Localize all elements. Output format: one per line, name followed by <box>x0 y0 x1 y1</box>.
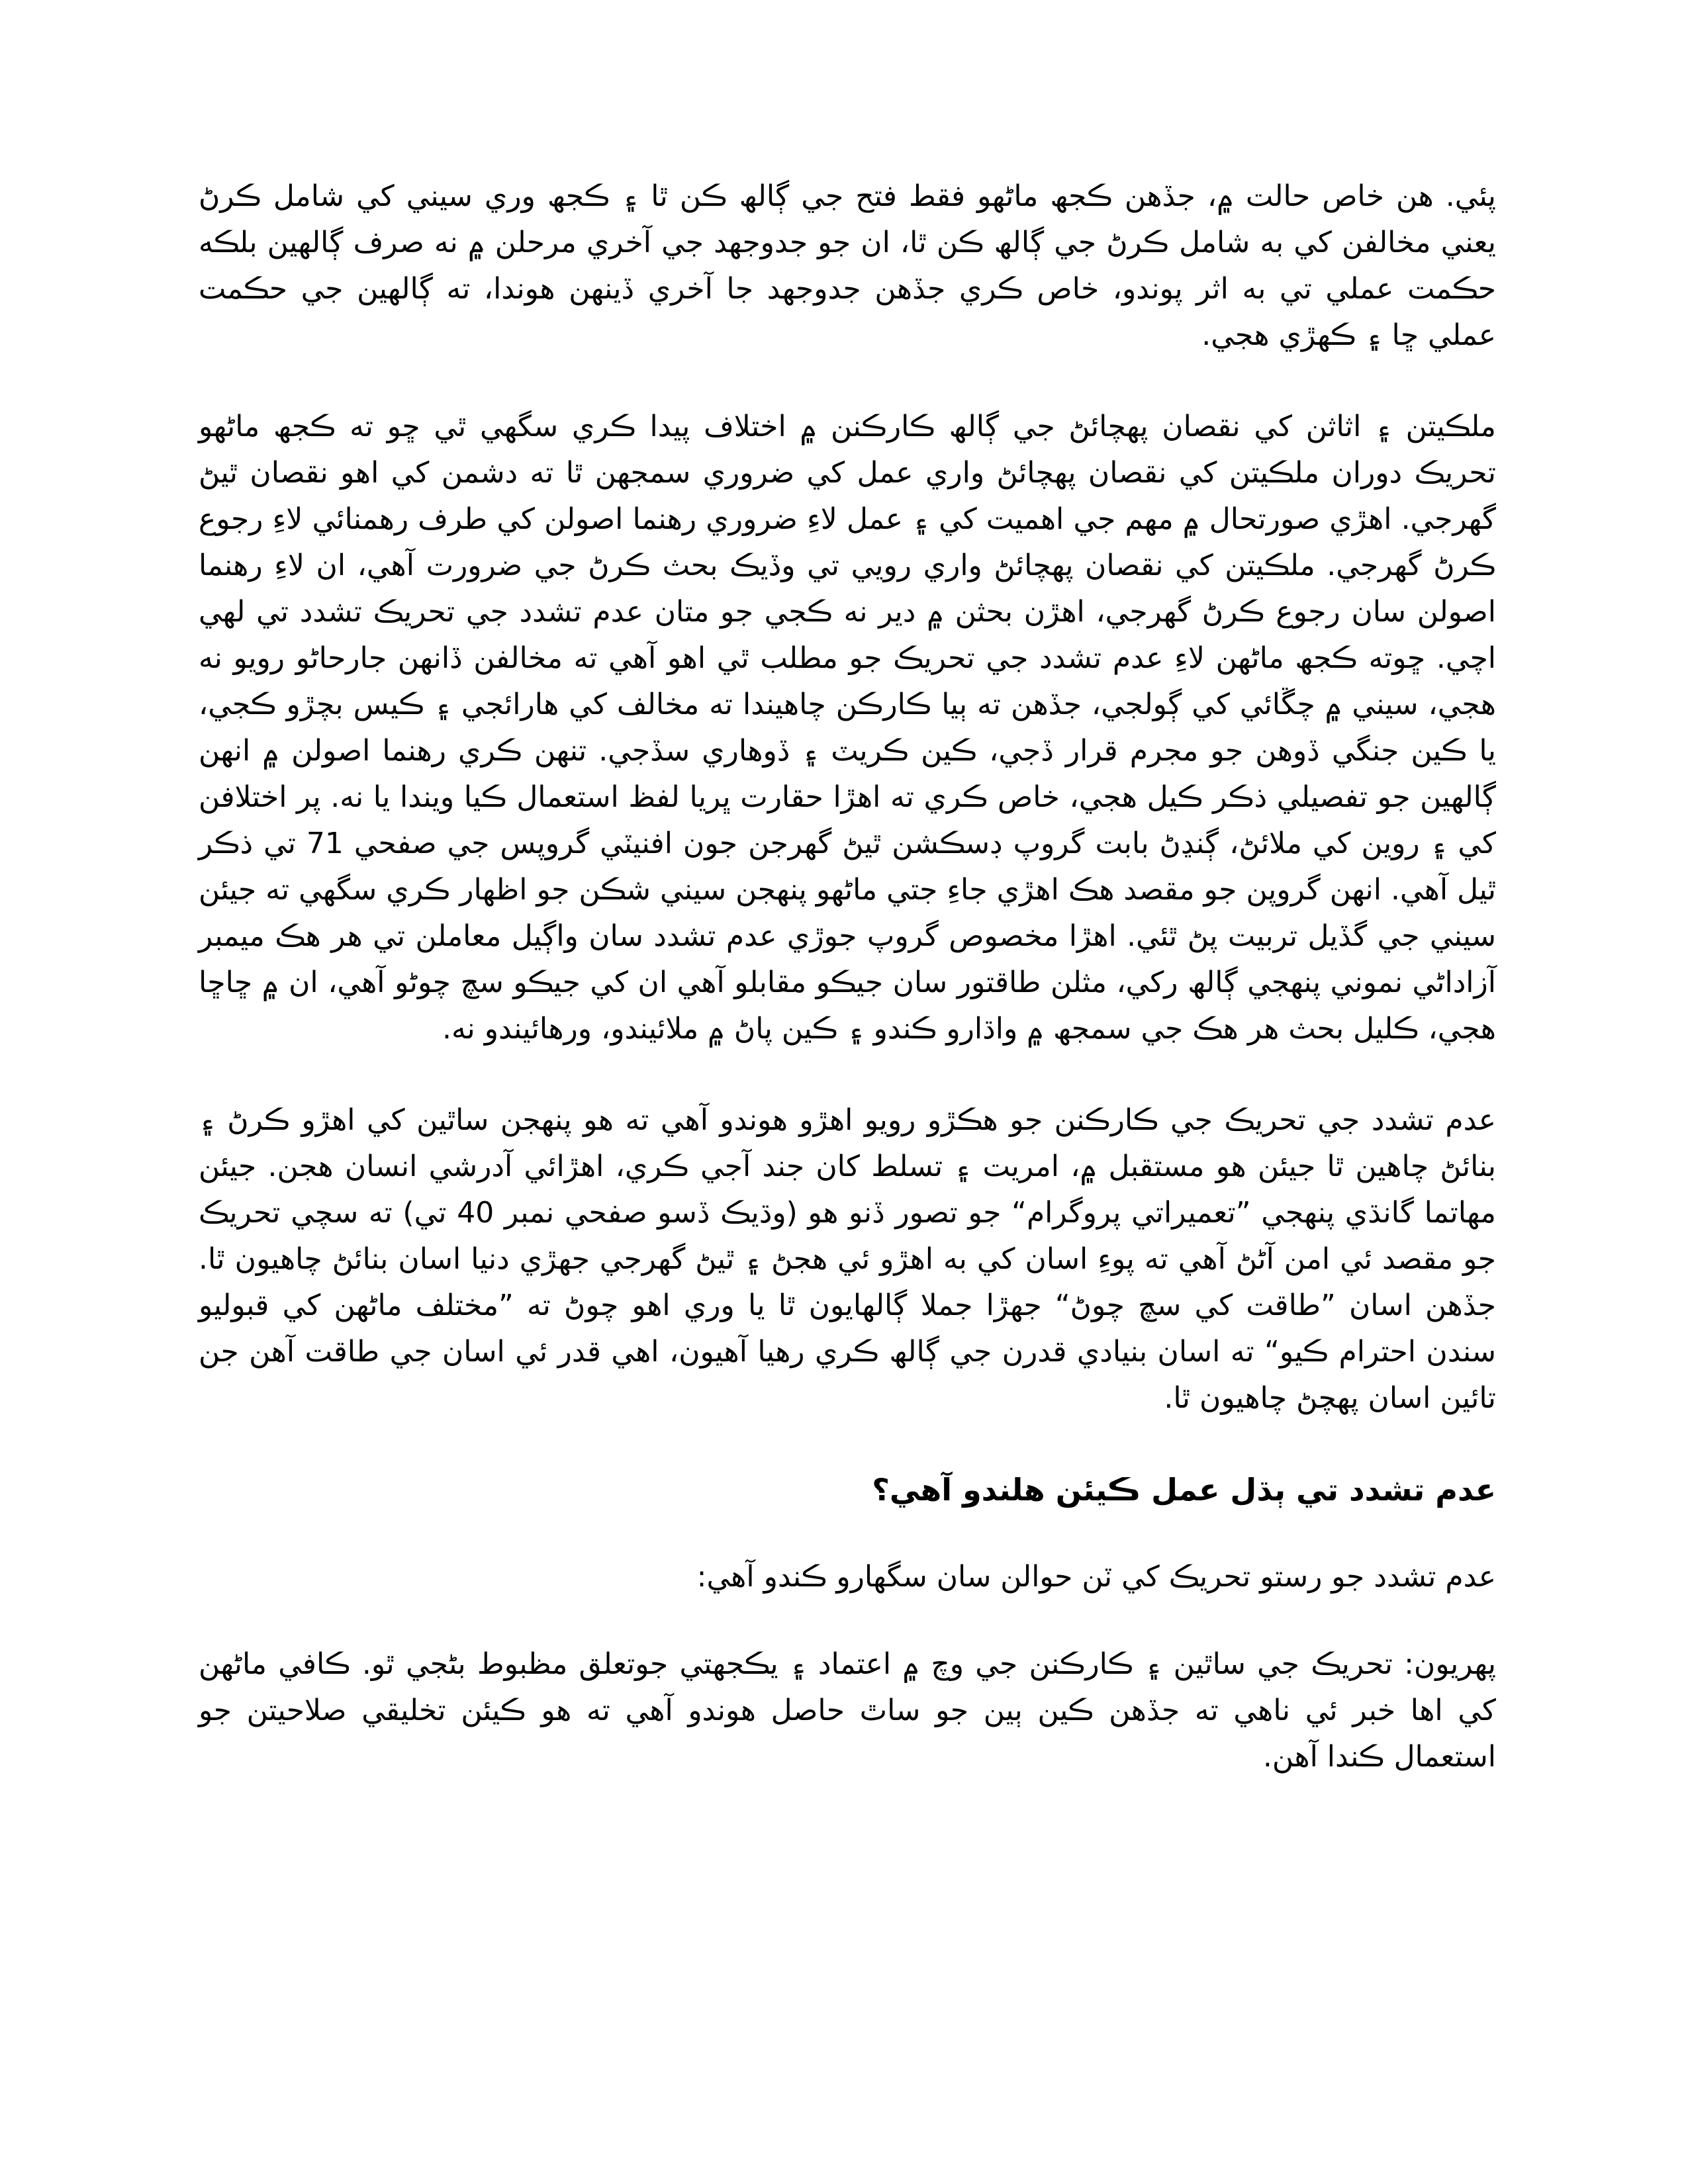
paragraph-3: عدم تشدد جي تحريڪ جي ڪارڪنن جو هڪڙو رويو اهڙو هوندو آهي ته هو پنهجن ساٿين کي اهڙو ڪرڻ ۽ بنائڻ چاهين ٿا جيئن هو مستقبل ۾، امريت ۽ تسلط کان جند آجي ڪري، اهڙائي آدرشي انسان هجن. جيئن مهاتما گانڌي پنهجي ”تعميراتي پروگرام“ جو تصور ڏنو هو (وڌيڪ ڏسو صفحي نمبر 40 تي) ته سچي تحريڪ جو مقصد ئي امن آڻڻ آهي ته پوءِ اسان کي به اهڙو ئي هجڻ ۽ ٿيڻ گهرجي جهڙي دنيا اسان بنائڻ چاهيون ٿا. جڏهن اسان ”طاقت کي سچ چوڻ“ جهڙا جملا ڳالهايون ٿا يا وري اهو چوڻ ته ”مختلف ماڻهن کي قبوليو سندن احترام ڪيو“ ته اسان بنيادي قدرن جي ڳالھ ڪري رهيا آهيون، اهي قدر ئي اسان جي طاقت آهن جن تائين اسان پهچڻ چاهيون ٿا. <box>199 1103 1496 1415</box>
paragraph-1: پئي. هن خاص حالت ۾، جڏهن ڪجھ ماڻهو فقط فتح جي ڳالھ ڪن ٿا ۽ ڪجھ وري سيني کي شامل ڪرڻ يعني مخالفن کي به شامل ڪرڻ جي ڳالھ ڪن ٿا، ان جو جدوجهد جي آخري مرحلن ۾ نه صرف ڳالهين بلڪه حڪمت عملي تي به اثر پوندو، خاص ڪري جڏهن جدوجهد جا آخري ڏينهن هوندا، ته ڳالهين جي حڪمت عملي ڇا ۽ ڪهڙي هجي. <box>199 179 1496 352</box>
last-paragraph: پهريون: تحريڪ جي ساٿين ۽ ڪارڪنن جي وچ ۾ اعتماد ۽ يڪجهتي جوتعلق مظبوط بڻجي ٿو. ڪافي ماڻهن کي اها خبر ئي ناهي ته جڏهن ڪين ٻين جو ساٿ حاصل هوندو آهي ته هو ڪيئن تخليقي صلاحيتن جو استعمال ڪندا آهن. <box>199 1647 1496 1774</box>
page-content <box>199 173 1496 1825</box>
section-heading: عدم تشدد تي ٻڌل عمل ڪيئن هلندو آهي؟ <box>872 1472 1496 1508</box>
paragraph-2: ملڪيتن ۽ اثاثن کي نقصان پهچائڻ جي ڳالھ ڪارڪنن ۾ اختلاف پيدا ڪري سگهي ٿي ڇو ته ڪجھ ماڻهو تحريڪ دوران ملڪيتن کي نقصان پهچائڻ واري عمل کي ضروري سمجهن ٿا ته دشمن کي اهو نقصان ٿيڻ گهرجي. اهڙي صورتحال ۾ مهم جي اهميت کي ۽ عمل لاءِ ضروري رهنما اصولن کي طرف رهمنائي لاءِ رجوع ڪرڻ گهرجي. ملڪيتن کي نقصان پهچائڻ واري رويي تي وڏيڪ بحث ڪرڻ جي ضرورت آهي، ان لاءِ رهنما اصولن سان رجوع ڪرڻ گهرجي، اهڙن بحثن ۾ دير نه ڪجي جو متان عدم تشدد جي تحريڪ تشدد تي لهي اچي. ڇوته ڪجھ ماڻهن لاءِ عدم تشدد جي تحريڪ جو مطلب ٿي اهو آهي ته مخالفن ڏانهن جارحاڻو رويو نه هجي، سيني ۾ چڱائي کي ڳولجي، جڏهن ته ٻيا ڪارڪن چاهيندا ته مخالف کي هارائجي ۽ ڪيس بچڙو ڪجي، يا ڪين جنگي ڏوهن جو مجرم قرار ڏجي، ڪين ڪريٽ ۽ ڏوهاري سڏجي. تنهن ڪري رهنما اصولن ۾ انهن ڳالهين جو تفصيلي ذڪر ڪيل هجي، خاص ڪري ته اهڙا حقارت ڀريا لفظ استعمال ڪيا ويندا يا نه. پر اختلافن کي ۽ روين کي ملائڻ، ڳنڍڻ بابت گروپ ڊسڪشن ٿيڻ گهرجن جون افنيٽي گروپس جي صفحي 71 تي ذڪر ٿيل آهي. انهن گروپن جو مقصد هڪ اهڙي جاءِ جتي ماڻهو پنهجن سيني شڪن جو اظهار ڪري سگهي ته جيئن سيني جي گڏيل تربيت پڻ ٿئي. اهڙا مخصوص گروپ جوڙي عدم تشدد سان واڳيل معاملن تي هر هڪ ميمبر آزاداڻي نموني پنهجي ڳالھ رکي، مثلن طاقتور سان جيڪو مقابلو آهي ان کي جيڪو سچ چوڻو آهي، ان ۾ ڇاڇا هجي، ڪليل بحث هر هڪ جي سمجھ ۾ واڌارو ڪندو ۽ ڪين پاڻ ۾ ملائيندو، ورهائيندو نه. <box>199 410 1496 1046</box>
intro-paragraph: عدم تشدد جو رستو تحريڪ کي ٽن حوالن سان سگهارو ڪندو آهي: <box>696 1560 1496 1594</box>
